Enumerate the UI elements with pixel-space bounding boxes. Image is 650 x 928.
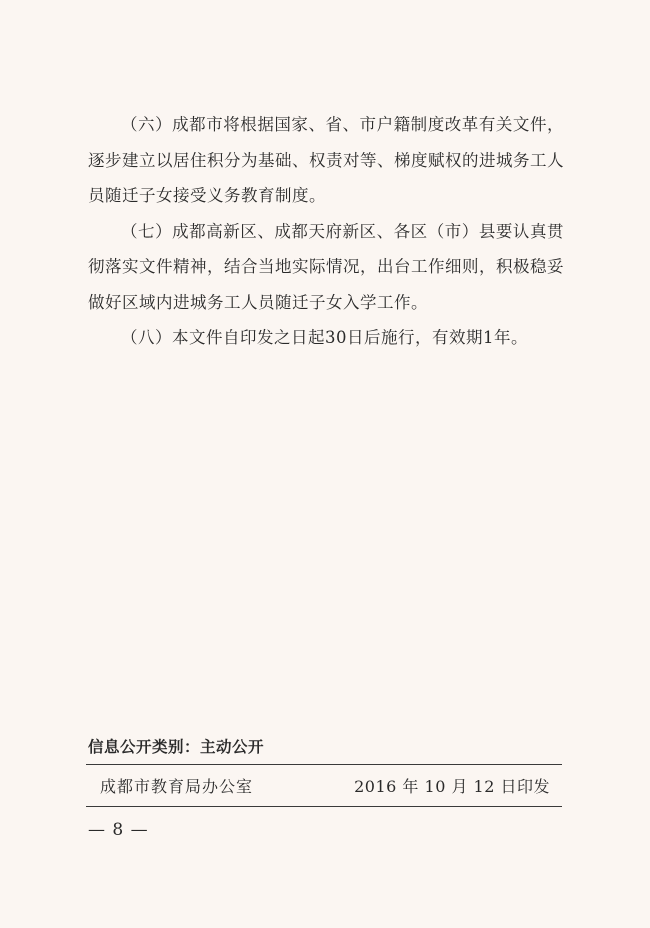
issue-date: 2016 年 10 月 12 日印发	[354, 777, 550, 796]
paragraph-7: （七）成都高新区、成都天府新区、各区（市）县要认真贯彻落实文件精神，结合当地实际情况，出台工作细则，积极稳妥做好区域内进城务工人员随迁子女入学工作。	[88, 221, 564, 312]
page-number: — 8 —	[88, 820, 149, 840]
info-disclosure-category: 信息公开类别：主动公开	[88, 738, 265, 756]
paragraph-6: （六）成都市将根据国家、省、市户籍制度改革有关文件，逐步建立以居住积分为基础、权责对等、梯度赋权的进城务工人员随迁子女接受义务教育制度。	[88, 115, 564, 205]
document-body	[88, 107, 564, 356]
paragraph-8: （八）本文件自印发之日起30日后施行，有效期1年。	[121, 328, 528, 347]
footer-rule-top	[86, 764, 562, 765]
issuer: 成都市教育局办公室	[100, 777, 254, 796]
footer-rule-bottom	[86, 806, 562, 807]
